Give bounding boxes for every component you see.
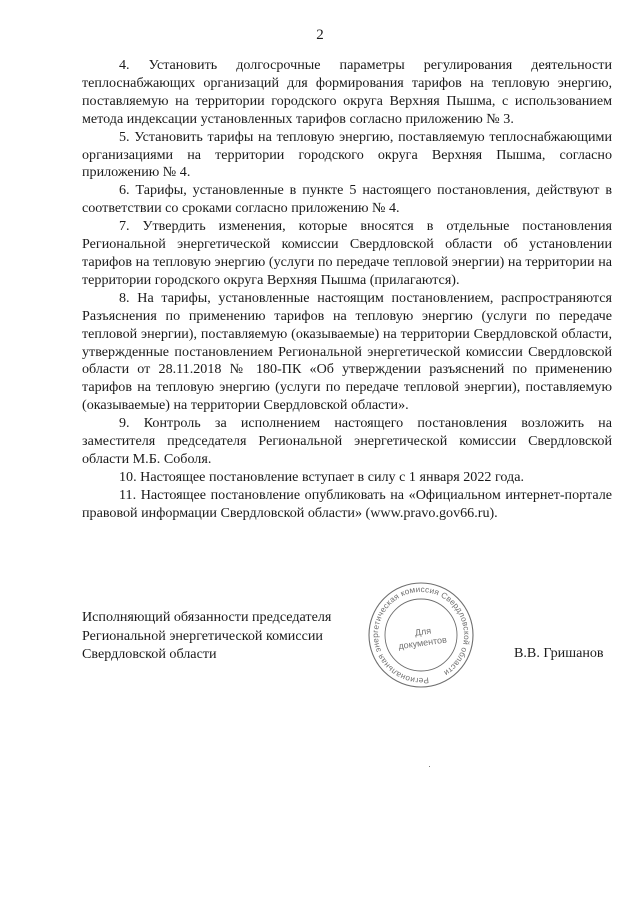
page-number: 2 [316, 27, 324, 43]
paragraph-4: 4. Установить долгосрочные параметры регулирования деятельности теплоснабжающих организаций для формирования тарифов на тепловую энергию, поставляемую на территории городского округа Верхняя Пышма, с использованием метода индексации установленных тарифов согласно приложению № 3. [82, 57, 612, 127]
official-stamp [367, 581, 475, 689]
paragraph-6: 6. Тарифы, установленные в пункте 5 настоящего постановления, действуют в соответствии со сроками согласно приложению № 4. [82, 182, 612, 217]
paragraph-5: 5. Установить тарифы на тепловую энергию, поставляемую теплоснабжающими организациями на территории городского округа Верхняя Пышма, согласно приложению № 4. [82, 128, 612, 181]
scan-speck [429, 766, 430, 767]
signer-name: В.В. Гришанов [514, 645, 604, 661]
signer-position-line: Исполняющий обязанности председателя [82, 609, 332, 625]
paragraph-7: 7. Утвердить изменения, которые вносятся в отдельные постановления Региональной энергетической комиссии Свердловской области об установлении тарифов на тепловую энергию (услуги по передаче тепловой энергии) на территории на территории городского округа Верхняя Пышма (прилагаются). [82, 218, 612, 288]
signer-position-line: Свердловской области [82, 646, 217, 662]
signer-position-line: Региональной энергетической комиссии [82, 627, 323, 644]
stamp-center-line-1: Для [414, 625, 432, 638]
paragraph-8: 8. На тарифы, установленные настоящим постановлением, распространяются Разъяснения по применению тарифов на тепловую энергию (услуги по передаче тепловой энергии), поставляемую (оказываемые) на территории Свердловской области, утвержденные постановлением Региональной энергетической комиссии Свердловской области от 28.11.2018 № 180-ПК «Об утверждении разъяснений по применению тарифов на тепловую энергию (услуги по передаче тепловой энергии), поставляемую (оказываемые) на территории Свердловской области». [82, 289, 612, 414]
paragraph-9: 9. Контроль за исполнением настоящего постановления возложить на заместителя председателя Региональной энергетической комиссии Свердловской области М.Б. Соболя. [82, 415, 612, 467]
stamp-ring-text: Региональная энергетическая комиссия Свердловской области [370, 584, 472, 686]
paragraph-10: 10. Настоящее постановление вступает в силу с 1 января 2022 года. [119, 468, 524, 485]
signature-block [82, 608, 331, 664]
document-body [82, 57, 612, 523]
paragraph-11: 11. Настоящее постановление опубликовать на «Официальном интернет-портале правовой информации Свердловской области» (www.pravo.gov66.ru). [82, 486, 612, 521]
stamp-center-line-2: документов [397, 634, 448, 652]
